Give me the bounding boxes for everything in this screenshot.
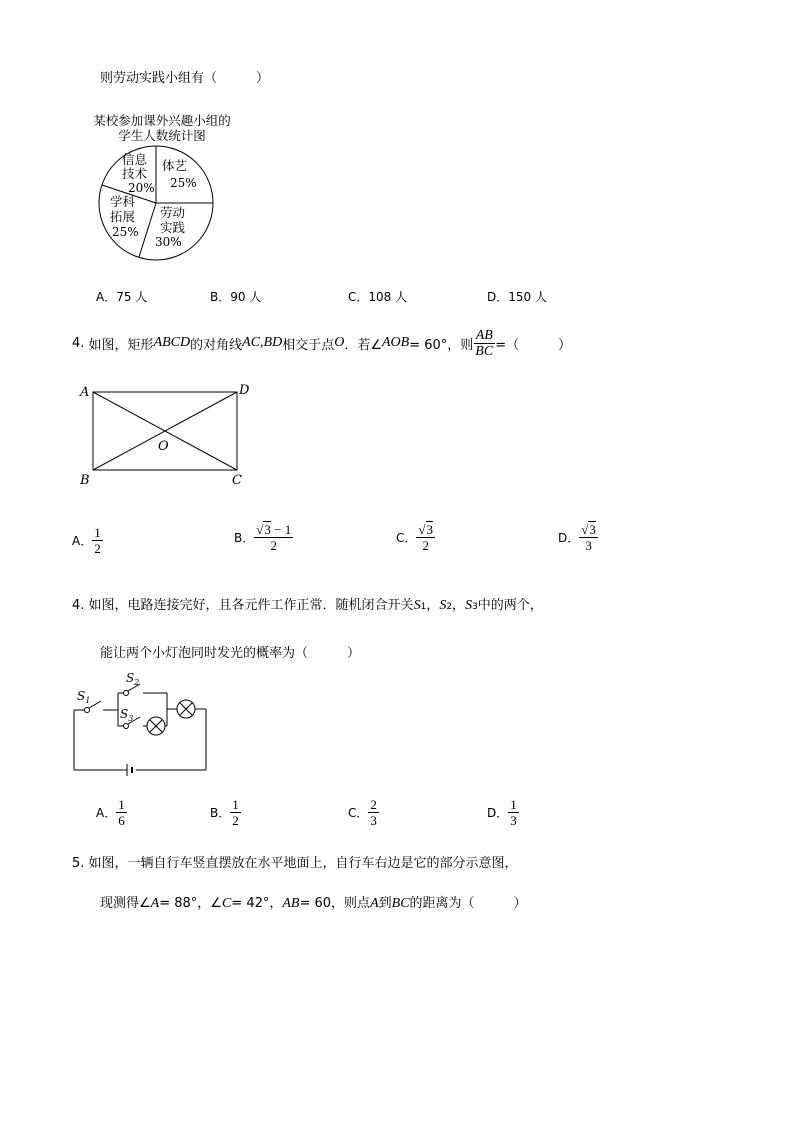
- q4a-option-d[interactable]: D． $\frac{√3}{3}$: [558, 522, 596, 553]
- q4a-option-a[interactable]: A． $\frac{1}{2}$: [72, 525, 101, 556]
- q4a-stem: 4. 如图，矩形 ABCD 的对角线 AC,BD 相交于点 O ．若∠ AOB = 60°，则 $\frac{AB}{BC}$ =（ ）: [72, 327, 572, 359]
- q4a-number: 4.: [72, 335, 85, 351]
- q5-number: 5.: [72, 856, 85, 871]
- q4b-option-b[interactable]: B． $\frac{1}{2}$: [210, 797, 239, 828]
- q3-option-a[interactable]: A．75 人: [96, 290, 148, 304]
- pie-slice-percent: 25%: [170, 176, 197, 190]
- q5-stem-line2: 现测得∠ A = 88°，∠ C = 42°， AB = 60，则点 A 到 BC 的距离为（ ）: [100, 896, 527, 911]
- q4a-option-c[interactable]: C． $\frac{√3}{2}$: [396, 522, 434, 553]
- point-o: O: [158, 439, 169, 454]
- pie-slice-label: 劳动: [160, 205, 186, 220]
- pie-slice-label: 体艺: [162, 158, 188, 173]
- pie-slice-label: 学科: [110, 194, 136, 209]
- pie-divider-bottom: [139, 203, 156, 257]
- vertex-a: A: [80, 385, 90, 400]
- q3-option-d[interactable]: D．150 人: [487, 290, 547, 304]
- q4b-stem: 4. 如图，电路连接完好，且各元件工作正常．随机闭合开关 S 1 ， S 2 ， S 3 中的两个，: [72, 598, 543, 613]
- pie-title: [78, 113, 246, 143]
- pie-title-line2: 学生人数统计图: [118, 128, 206, 143]
- q4b-option-d[interactable]: D． $\frac{1}{3}$: [487, 797, 517, 828]
- pie-slice-label: 信息: [122, 152, 148, 167]
- q3-stem-tail: 则劳动实践小组有（ ）: [100, 71, 270, 86]
- circuit-figure: [70, 672, 215, 777]
- pie-slice-percent: 30%: [155, 235, 182, 249]
- q4b-option-c[interactable]: C． $\frac{2}{3}$: [348, 797, 377, 828]
- q4a-fraction: $\frac{AB}{BC}$: [475, 327, 494, 359]
- switch-s1-label: $S_1$: [77, 689, 91, 705]
- switch-s2-label: $S_2$: [126, 672, 140, 687]
- q4b-stem-line2: 能让两个小灯泡同时发光的概率为（ ）: [100, 646, 361, 661]
- pie-title-line1: 某校参加课外兴趣小组的: [93, 113, 231, 128]
- pie-chart: [90, 140, 225, 265]
- pie-slice-label: 实践: [160, 220, 186, 235]
- vertex-b: B: [80, 473, 90, 488]
- pie-slice-label: 技术: [122, 166, 148, 181]
- pie-slice-percent: 20%: [128, 181, 155, 195]
- rectangle-figure: [72, 380, 262, 490]
- vertex-c: C: [232, 473, 242, 488]
- q3-option-c[interactable]: C．108 人: [348, 290, 408, 304]
- q4b-option-a[interactable]: A． $\frac{1}{6}$: [96, 797, 125, 828]
- q4b-number: 4.: [72, 598, 85, 613]
- pie-slice-percent: 25%: [112, 225, 139, 239]
- switch-s3-label: $S_3$: [120, 707, 134, 723]
- q3-option-b[interactable]: B．90 人: [210, 290, 262, 304]
- q4a-option-b[interactable]: B． $\frac{√3 - 1}{2}$: [234, 522, 292, 553]
- q5-stem-line1: 5. 如图，一辆自行车竖直摆放在水平地面上，自行车右边是它的部分示意图，: [72, 856, 518, 871]
- pie-slice-label: 拓展: [110, 209, 136, 224]
- vertex-d: D: [239, 383, 250, 398]
